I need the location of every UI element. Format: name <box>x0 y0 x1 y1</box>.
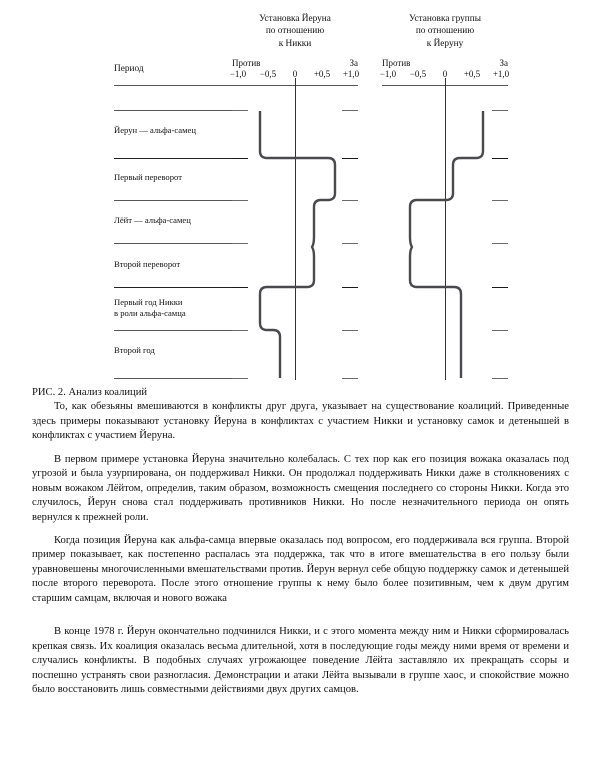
row-label-3 <box>114 215 242 226</box>
row-divider-1 <box>114 110 240 111</box>
scale-right-tick-4: +1,0 <box>492 69 510 79</box>
row-label-5-line1: Первый год Никки <box>114 297 183 307</box>
column-heading-jeroen-line3: к Никки <box>278 38 312 49</box>
scale-left-for-label: За <box>349 58 358 68</box>
paragraph-2: В первом примере установка Йеруна значительно колебалась. С тех пор как его позиция вожака оказалась под угрозой и была узурпирована, он поддерживал Никки. Он продолжал поддерживать Никки даже в столкновениях с новым вожаком Лёйтом, определив, таким образом, возможность смещения последнего со стороны Никки. Когда это случилось, Йерун снова стал поддерживать противников Никки. Но после незначительного периода он опять вернулся к прежней роли. <box>32 453 569 523</box>
chart-panel-group <box>382 85 508 380</box>
row-label-1 <box>114 125 242 136</box>
scale-right-tick-3: +0,5 <box>463 69 481 79</box>
coalition-figure <box>0 0 600 385</box>
scale-right-tick-1: −0,5 <box>409 69 427 79</box>
row-label-3-line1: Лёйт — альфа-самец <box>114 215 191 225</box>
row-divider-top <box>114 85 240 86</box>
row-label-2 <box>114 172 242 183</box>
row-label-6 <box>114 345 242 356</box>
scale-right-for-label: За <box>499 58 508 68</box>
period-column-label: Период <box>114 64 144 74</box>
scale-left-tick-2: 0 <box>292 69 298 79</box>
paragraph-1: То, как обезьяны вмешиваются в конфликты друг друга, указывает на существование коалиций. Приведенные здесь примеры показывают установку Йеруна в конфликтах с участием Никки и установку самок и детенышей в конфликтах с участием Йеруна. <box>32 401 569 442</box>
scale-left-tick-1: −0,5 <box>259 69 277 79</box>
row-divider-4 <box>114 243 240 244</box>
series-path-jeroen <box>260 111 335 378</box>
scale-left-against-label: Против <box>232 58 261 68</box>
column-heading-group-line1: Установка группы <box>409 14 481 24</box>
series-path-group-svg <box>382 85 508 380</box>
row-label-4-line1: Второй переворот <box>114 259 181 269</box>
scale-left-tick-0: −1,0 <box>229 69 247 79</box>
series-path-jeroen-svg <box>232 85 358 380</box>
column-heading-jeroen-line2: по отношению <box>265 26 325 37</box>
paragraph-3: Когда позиция Йеруна как альфа-самца впервые оказалась под вопросом, его поддерживала вся группа. Второй пример показывает, как постепенно распалась эта поддержка, так что в итоге вмешательства в его пользу были уравновешены многочисленными вмешательствами против. Йерун вернул себе общую поддержку самок и детенышей после второго переворота. После этого отношение группы к нему было более позитивным, чем к двум другим старшим самцам, включая и нового вожака <box>32 535 569 604</box>
scale-left-tick-3: +0,5 <box>313 69 331 79</box>
row-divider-2 <box>114 158 240 159</box>
column-heading-group <box>382 13 508 50</box>
row-label-6-line1: Второй год <box>114 345 155 355</box>
row-divider-bottom <box>114 378 240 379</box>
chart-panel-jeroen <box>232 85 358 380</box>
row-label-1-line1: Йерун — альфа-самец <box>114 125 196 135</box>
column-heading-group-line2: по отношению <box>415 26 475 37</box>
row-label-2-line1: Первый переворот <box>114 172 182 182</box>
row-label-4 <box>114 259 242 270</box>
scale-right-tick-0: −1,0 <box>379 69 397 79</box>
column-heading-group-line3: к Йеруну <box>426 38 464 49</box>
series-path-group-main <box>410 111 483 378</box>
column-heading-jeroen-line1: Установка Йеруна <box>259 14 331 24</box>
article-body <box>32 386 569 698</box>
row-divider-3 <box>114 200 240 201</box>
scale-right-against-label: Против <box>382 58 411 68</box>
paragraph-4: В конце 1978 г. Йерун окончательно подчинился Никки, и с этого момента между ним и Никки сформировалась крепкая связь. Их коалиция оказалась весьма длительной, хотя в последующие годы между ними время от времени и случались конфликты. В подобных случаях угрожающее поведение Лёйта заставляло их прекращать ссоры и поспешно устранять свои разногласия. Демонстрации и атаки Лёйта вызывали в группе хаос, и спокойствие можно было восстановить лишь совместными действиями двух других самцов. <box>32 626 569 696</box>
figure-caption: РИС. 2. Анализ коалиций <box>32 387 148 398</box>
row-label-5-line2: в роли альфа-самца <box>114 307 186 318</box>
row-divider-5 <box>114 287 240 288</box>
column-heading-jeroen <box>232 13 358 50</box>
row-label-5 <box>114 297 242 318</box>
row-divider-6 <box>114 330 240 331</box>
scale-left-tick-4: +1,0 <box>342 69 360 79</box>
scale-right-tick-2: 0 <box>442 69 448 79</box>
